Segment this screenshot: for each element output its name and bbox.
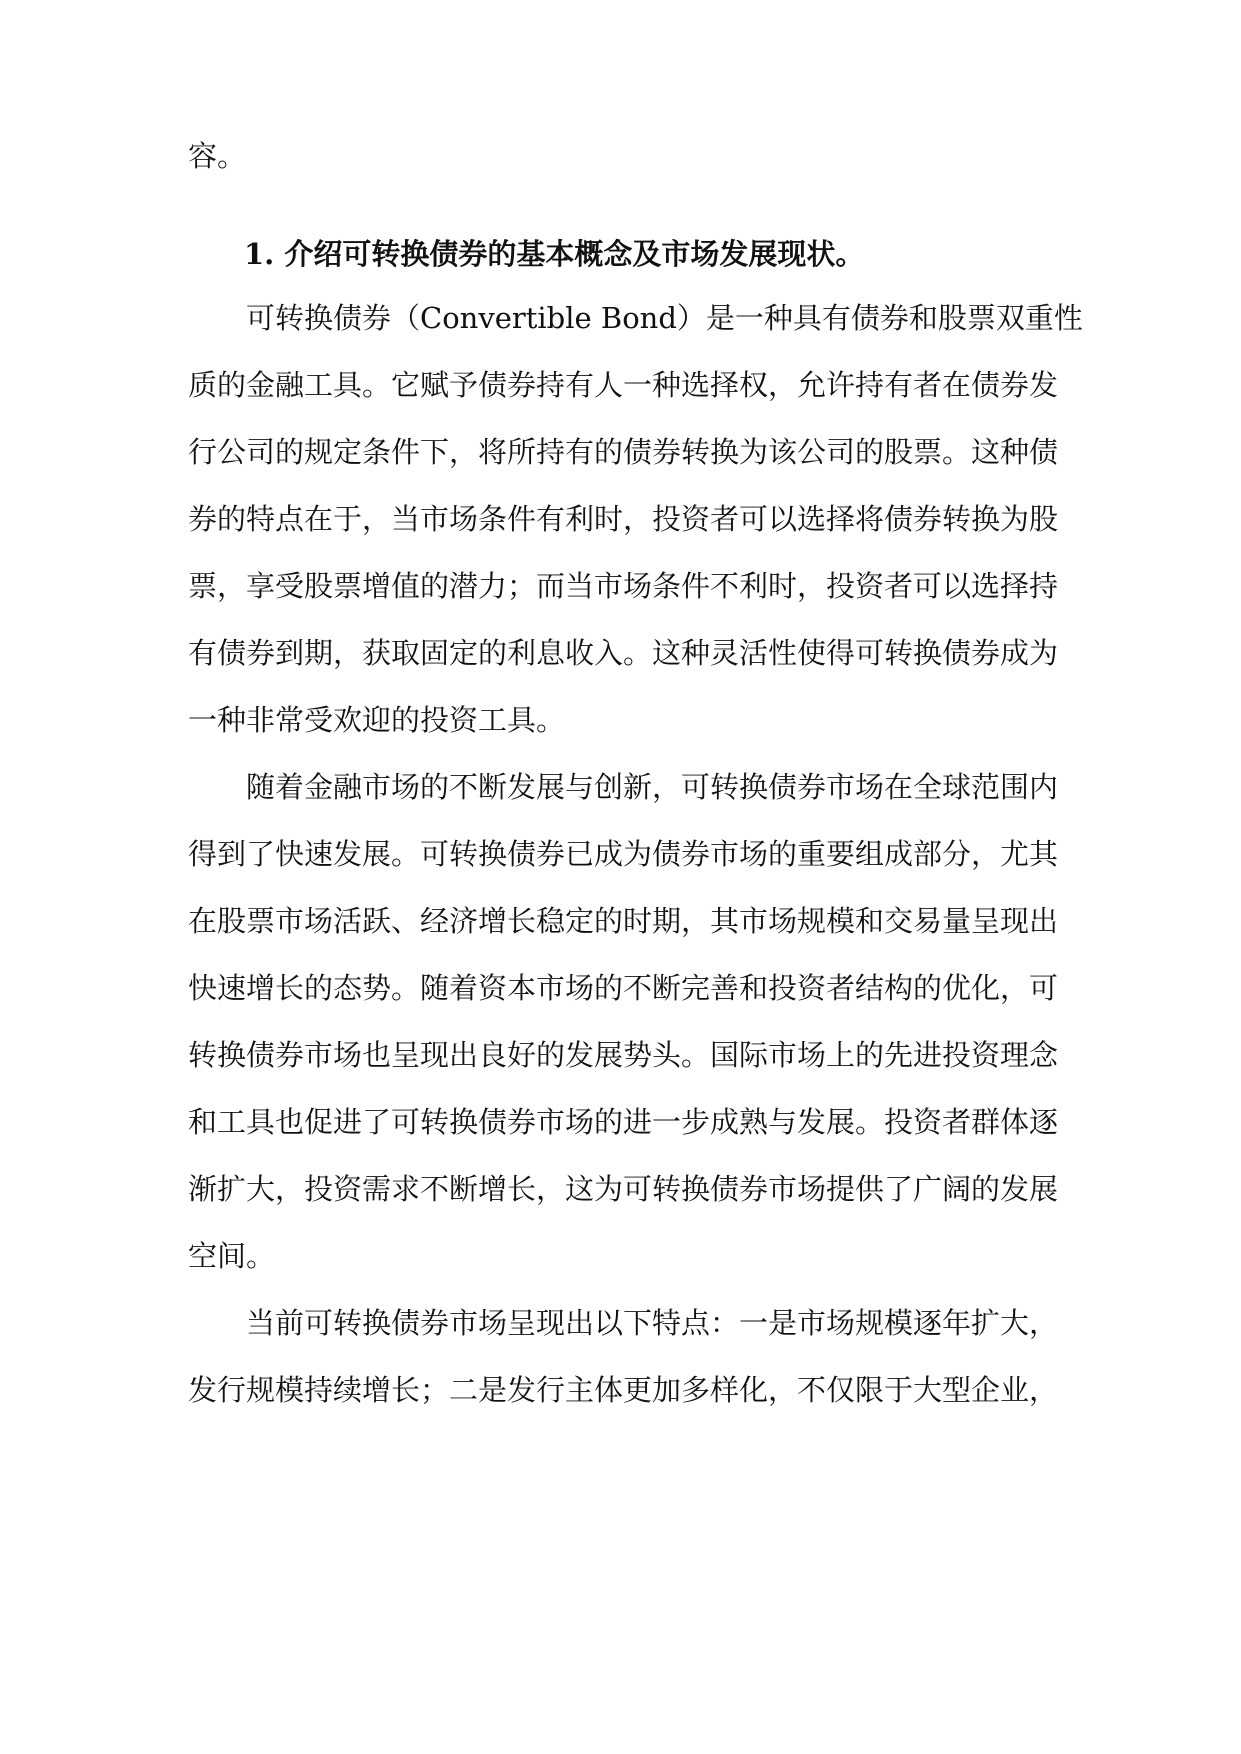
paragraph-line: 随着金融市场的不断发展与创新，可转换债券市场在全球范围内	[246, 770, 1059, 804]
paragraph-line: 票，享受股票增值的潜力；而当市场条件不利时，投资者可以选择持	[188, 569, 1059, 603]
paragraph-line: 行公司的规定条件下，将所持有的债券转换为该公司的股票。这种债	[188, 435, 1059, 469]
paragraph-line: 可转换债券（Convertible Bond）是一种具有债券和股票双重性	[246, 301, 1083, 335]
paragraph-line: 券的特点在于，当市场条件有利时，投资者可以选择将债券转换为股	[188, 502, 1059, 536]
continuation-line: 容。	[188, 139, 247, 173]
section-heading: 1. 介绍可转换债券的基本概念及市场发展现状。	[244, 237, 865, 271]
paragraph-line: 有债券到期，获取固定的利息收入。这种灵活性使得可转换债券成为	[188, 636, 1059, 670]
paragraph-line: 一种非常受欢迎的投资工具。	[188, 703, 566, 737]
paragraph-line: 当前可转换债券市场呈现出以下特点：一是市场规模逐年扩大，	[246, 1306, 1059, 1340]
paragraph-line: 空间。	[188, 1239, 276, 1273]
paragraph-line: 和工具也促进了可转换债券市场的进一步成熟与发展。投资者群体逐	[188, 1105, 1059, 1139]
paragraph-line: 快速增长的态势。随着资本市场的不断完善和投资者结构的优化，可	[188, 971, 1059, 1005]
paragraph-line: 得到了快速发展。可转换债券已成为债券市场的重要组成部分，尤其	[188, 837, 1059, 871]
paragraph-line: 质的金融工具。它赋予债券持有人一种选择权，允许持有者在债券发	[188, 368, 1059, 402]
paragraph-line: 在股票市场活跃、经济增长稳定的时期，其市场规模和交易量呈现出	[188, 904, 1059, 938]
paragraph-line: 渐扩大，投资需求不断增长，这为可转换债券市场提供了广阔的发展	[188, 1172, 1059, 1206]
paragraph-line: 转换债券市场也呈现出良好的发展势头。国际市场上的先进投资理念	[188, 1038, 1059, 1072]
paragraph-line: 发行规模持续增长；二是发行主体更加多样化，不仅限于大型企业，	[188, 1373, 1059, 1407]
